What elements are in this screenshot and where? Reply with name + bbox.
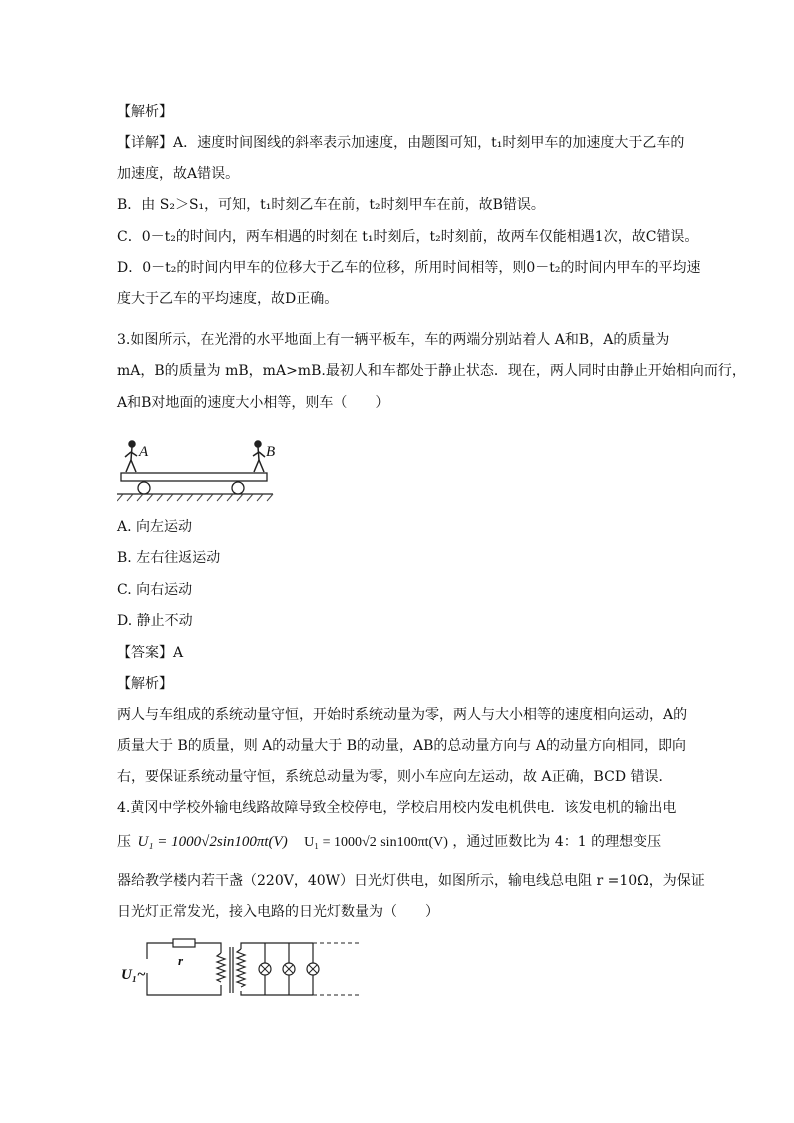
analysis-heading: 【解析】 <box>117 104 173 120</box>
cart-wheel-right <box>232 482 244 494</box>
transformer-secondary-coil <box>237 949 245 987</box>
q3-option-b: B. 左右往返运动 <box>117 550 221 566</box>
q4-stem-3: 器给教学楼内若干盏（220V，40W）日光灯供电，如图所示，输电线总电阻 r =10Ω，为保证 <box>117 873 705 889</box>
detail-line-b: B．由 S₂＞S₁，可知，t₁时刻乙车在前，t₂时刻甲车在前，故B错误。 <box>117 197 545 213</box>
q3-option-c: C. 向右运动 <box>117 582 193 598</box>
q3-explanation-1: 两人与车组成的系统动量守恒，开始时系统动量为零，两人与大小相等的速度相向运动，A的 <box>117 707 688 723</box>
label-a: A <box>139 444 149 460</box>
q4-stem-1: 4.黄冈中学校外输电线路故障导致全校停电，学校启用校内发电机供电．该发电机的输出电 <box>117 800 677 816</box>
ground-hatching <box>117 494 273 501</box>
q3-explanation-3: 右，要保证系统动量守恒，系统总动量为零，则小车应向左运动，故 A正确，BCD 错误． <box>117 769 673 785</box>
q3-stem-2: mA，B的质量为 mB，mA>mB.最初人和车都处于静止状态．现在，两人同时由静止开始相向而行， <box>117 363 746 379</box>
dashed-extension <box>313 943 361 995</box>
detail-line-d2: 度大于乙车的平均速度，故D正确。 <box>117 291 339 307</box>
lamp-2 <box>283 963 295 975</box>
q4-stem-2-prefix: 压 <box>117 834 131 850</box>
label-b: B <box>266 444 276 460</box>
detail-line-c: C．0－t₂的时间内，两车相遇的时刻在 t₁时刻后，t₂时刻前，故两车仅能相遇1次，故C错误。 <box>117 229 699 245</box>
detail-line-1: 【详解】A．速度时间图线的斜率表示加速度，由题图可知，t₁时刻甲车的加速度大于乙车的 <box>117 135 685 151</box>
q4-stem-4: 日光灯正常发光，接入电路的日光灯数量为（ ） <box>117 904 439 920</box>
resistor-r <box>173 939 195 947</box>
secondary-circuit <box>241 943 313 995</box>
q3-analysis-heading: 【解析】 <box>117 676 173 692</box>
person-a-figure <box>125 441 137 472</box>
person-b-figure <box>253 441 265 472</box>
q3-option-a: A. 向左运动 <box>117 519 193 535</box>
circuit-diagram <box>117 935 367 1005</box>
cart-wheel-left <box>138 482 150 494</box>
transformer-primary-coil <box>217 953 225 982</box>
q3-stem-1: 3.如图所示，在光滑的水平地面上有一辆平板车，车的两端分别站着人 A和B，A的质量为 <box>117 332 670 348</box>
detail-line-2: 加速度，故A错误。 <box>117 166 240 182</box>
q3-stem-3: A和B对地面的速度大小相等，则车（ ） <box>117 395 390 411</box>
source-voltage-label: U₁~ <box>121 967 146 983</box>
resistor-label: r <box>178 953 184 968</box>
primary-circuit <box>147 943 221 995</box>
cart-platform <box>121 473 267 481</box>
voltage-formula-2: U₁ = 1000√2 sin100πt(V) <box>304 835 448 850</box>
detail-line-d1: D．0－t₂的时间内甲车的位移大于乙车的位移，所用时间相等，则0－t₂的时间内甲车的平均速 <box>117 260 701 276</box>
lamp-3 <box>307 963 319 975</box>
lamp-1 <box>259 963 271 975</box>
q3-explanation-2: 质量大于 B的质量，则 A的动量大于 B的动量，AB的总动量方向与 A的动量方向相同，即向 <box>117 738 686 754</box>
voltage-formula-1: U₁ = 1000√2sin100πt(V) <box>137 834 288 850</box>
cart-figure <box>117 432 277 512</box>
q3-answer: 【答案】A <box>117 645 184 661</box>
q3-option-d: D. 静止不动 <box>117 613 193 629</box>
q4-stem-2 <box>117 832 661 853</box>
q4-stem-2-suffix: ，通过匝数比为 4：1 的理想变压 <box>452 834 662 850</box>
